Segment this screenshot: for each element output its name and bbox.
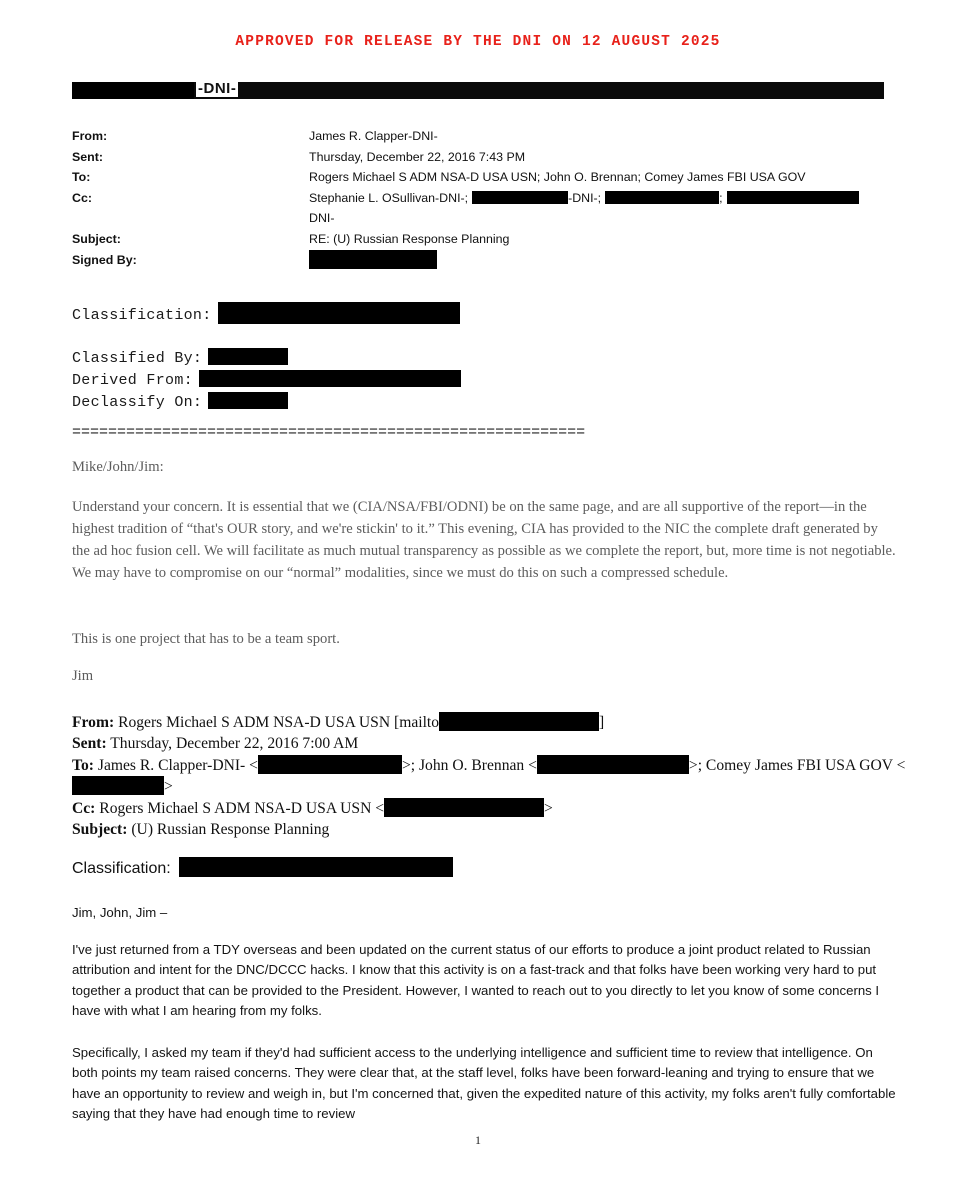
redaction-cc-3 [727, 191, 859, 204]
redaction-classification-2 [179, 857, 453, 877]
field-cc-tail: -DNI-; [568, 190, 602, 205]
classification-details [72, 348, 461, 414]
quoted-to-value-3: >; Comey James FBI USA GOV < [688, 756, 906, 774]
declassify-on-label: Declassify On: [72, 394, 203, 411]
redaction-cc-2 [605, 191, 719, 204]
declassify-on-row [72, 392, 461, 414]
quoted-from-line [72, 712, 912, 734]
derived-from-label: Derived From: [72, 372, 193, 389]
field-cc-value: Stephanie L. OSullivan-DNI-; [309, 190, 469, 205]
classification-1-label: Classification: [72, 307, 212, 324]
quoted-subject-label: Subject: [72, 820, 128, 838]
classification-line-1 [72, 302, 460, 324]
message-2-paragraph-2: Specifically, I asked my team if they'd had sufficient access to the underlying intelligence and sufficient time to review that intelligence. On both points my team raised concerns. They were clear that, at the staff level, folks have been forward-leaning and trying to ensure that we have an opportunity to review and weigh in, but I'm concerned that, given the expedited nature of this activity, my folks aren't fully comfortable saying that they have had enough time to review [72, 1045, 896, 1122]
quoted-from-value: Rogers Michael S ADM NSA-D USA USN [mailto [118, 714, 440, 731]
field-to-label: To: [72, 170, 91, 185]
quoted-cc-value-1: Rogers Michael S ADM NSA-D USA USN < [99, 800, 385, 818]
field-sent [72, 147, 902, 168]
classification-2-label: Classification: [72, 860, 171, 877]
field-sent-value: Thursday, December 22, 2016 7:43 PM [309, 149, 526, 164]
redaction-derived-from [199, 370, 461, 387]
message-1-signoff: Jim [72, 668, 94, 684]
redaction-signed-by [309, 250, 437, 269]
quoted-sent-value: Thursday, December 22, 2016 7:00 AM [110, 734, 359, 752]
redaction-quoted-cc [384, 798, 544, 817]
quoted-to-line [72, 755, 912, 799]
quoted-subject-value: (U) Russian Response Planning [131, 820, 330, 838]
quoted-to-label: To: [72, 756, 94, 774]
redaction-declassify-on [208, 392, 288, 409]
field-cc-value-line2: DNI- [309, 211, 335, 226]
classification-line-2 [72, 857, 453, 878]
divider-rule: ========================================================= [72, 424, 586, 441]
field-cc: Cc: Stephanie L. OSullivan-DNI-; -DNI-; ; [72, 188, 902, 209]
email-header-fields [72, 126, 902, 271]
message-1-paragraph-1: Understand your concern. It is essential that we (CIA/NSA/FBI/ODNI) be on the same page, and are all supportive of the report—in the highest tradition of “that's OUR story, and we're stickin' to it.” This evening, CIA has provided to the NIC the complete draft generated by the ad hoc fusion cell. We will facilitate as much mutual transparency as possible as we complete the report, but, more time is not negotiable. We may have to compromise on our “normal” modalities, since we must do this on such a compressed schedule. [72, 499, 896, 581]
redaction-quoted-to-2 [537, 755, 689, 774]
field-cc-continued [72, 208, 902, 229]
page-number: 1 [475, 1133, 481, 1147]
header-redaction-block [72, 82, 194, 99]
field-subject [72, 229, 902, 250]
redaction-cc-1 [472, 191, 568, 204]
quoted-to-value-4: > [164, 778, 173, 796]
quoted-to-value-1: James R. Clapper-DNI- < [97, 756, 258, 774]
redaction-classified-by [208, 348, 288, 365]
quoted-to-value-2: >; John O. Brennan < [401, 756, 537, 774]
quoted-cc-line [72, 798, 912, 820]
field-subject-label: Subject: [72, 231, 121, 246]
field-to [72, 167, 902, 188]
quoted-from-label: From: [72, 714, 115, 731]
redaction-quoted-from [439, 712, 599, 731]
quoted-email-header [72, 712, 912, 841]
quoted-subject-line [72, 820, 912, 841]
classified-by-row [72, 348, 461, 370]
field-signed-by-label: Signed By: [72, 252, 137, 267]
redaction-quoted-to-1 [258, 755, 402, 774]
derived-from-row [72, 370, 461, 392]
message-2-paragraph-1: I've just returned from a TDY overseas and been updated on the current status of our efforts to produce a joint product related to Russian attribution and intent for the DNC/DCCC hacks. I know that this activity is on a fast-track and that folks have been working very hard to put together a product that can be provided to the President. However, I wanted to reach out to you directly to let you know of some concerns I have with what I am hearing from my folks. [72, 942, 880, 1019]
field-signed-by [72, 250, 902, 272]
quoted-cc-label: Cc: [72, 800, 96, 818]
redaction-quoted-to-3 [72, 776, 164, 795]
quoted-sent-line [72, 734, 912, 755]
classified-by-label: Classified By: [72, 350, 203, 367]
message-1-paragraph-2: This is one project that has to be a team sport. [72, 631, 340, 647]
field-to-value: Rogers Michael S ADM NSA-D USA USN; John O. Brennan; Comey James FBI USA GOV [309, 170, 806, 185]
release-stamp: APPROVED FOR RELEASE BY THE DNI ON 12 AUGUST 2025 [235, 34, 721, 50]
field-subject-value: RE: (U) Russian Response Planning [309, 231, 510, 246]
redaction-classification-1 [218, 302, 460, 324]
field-sent-label: Sent: [72, 149, 103, 164]
quoted-cc-value-2: > [544, 800, 553, 818]
field-from-value: James R. Clapper-DNI- [309, 129, 438, 143]
header-dni-label: -DNI- [198, 80, 237, 97]
quoted-from-tail: ] [599, 714, 605, 731]
field-cc-label: Cc: [72, 190, 92, 205]
message-1-salutation: Mike/John/Jim: [72, 459, 164, 475]
quoted-sent-label: Sent: [72, 734, 107, 752]
field-from-label: From: [72, 129, 108, 143]
field-from [72, 126, 902, 147]
message-2-salutation: Jim, John, Jim – [72, 905, 168, 920]
